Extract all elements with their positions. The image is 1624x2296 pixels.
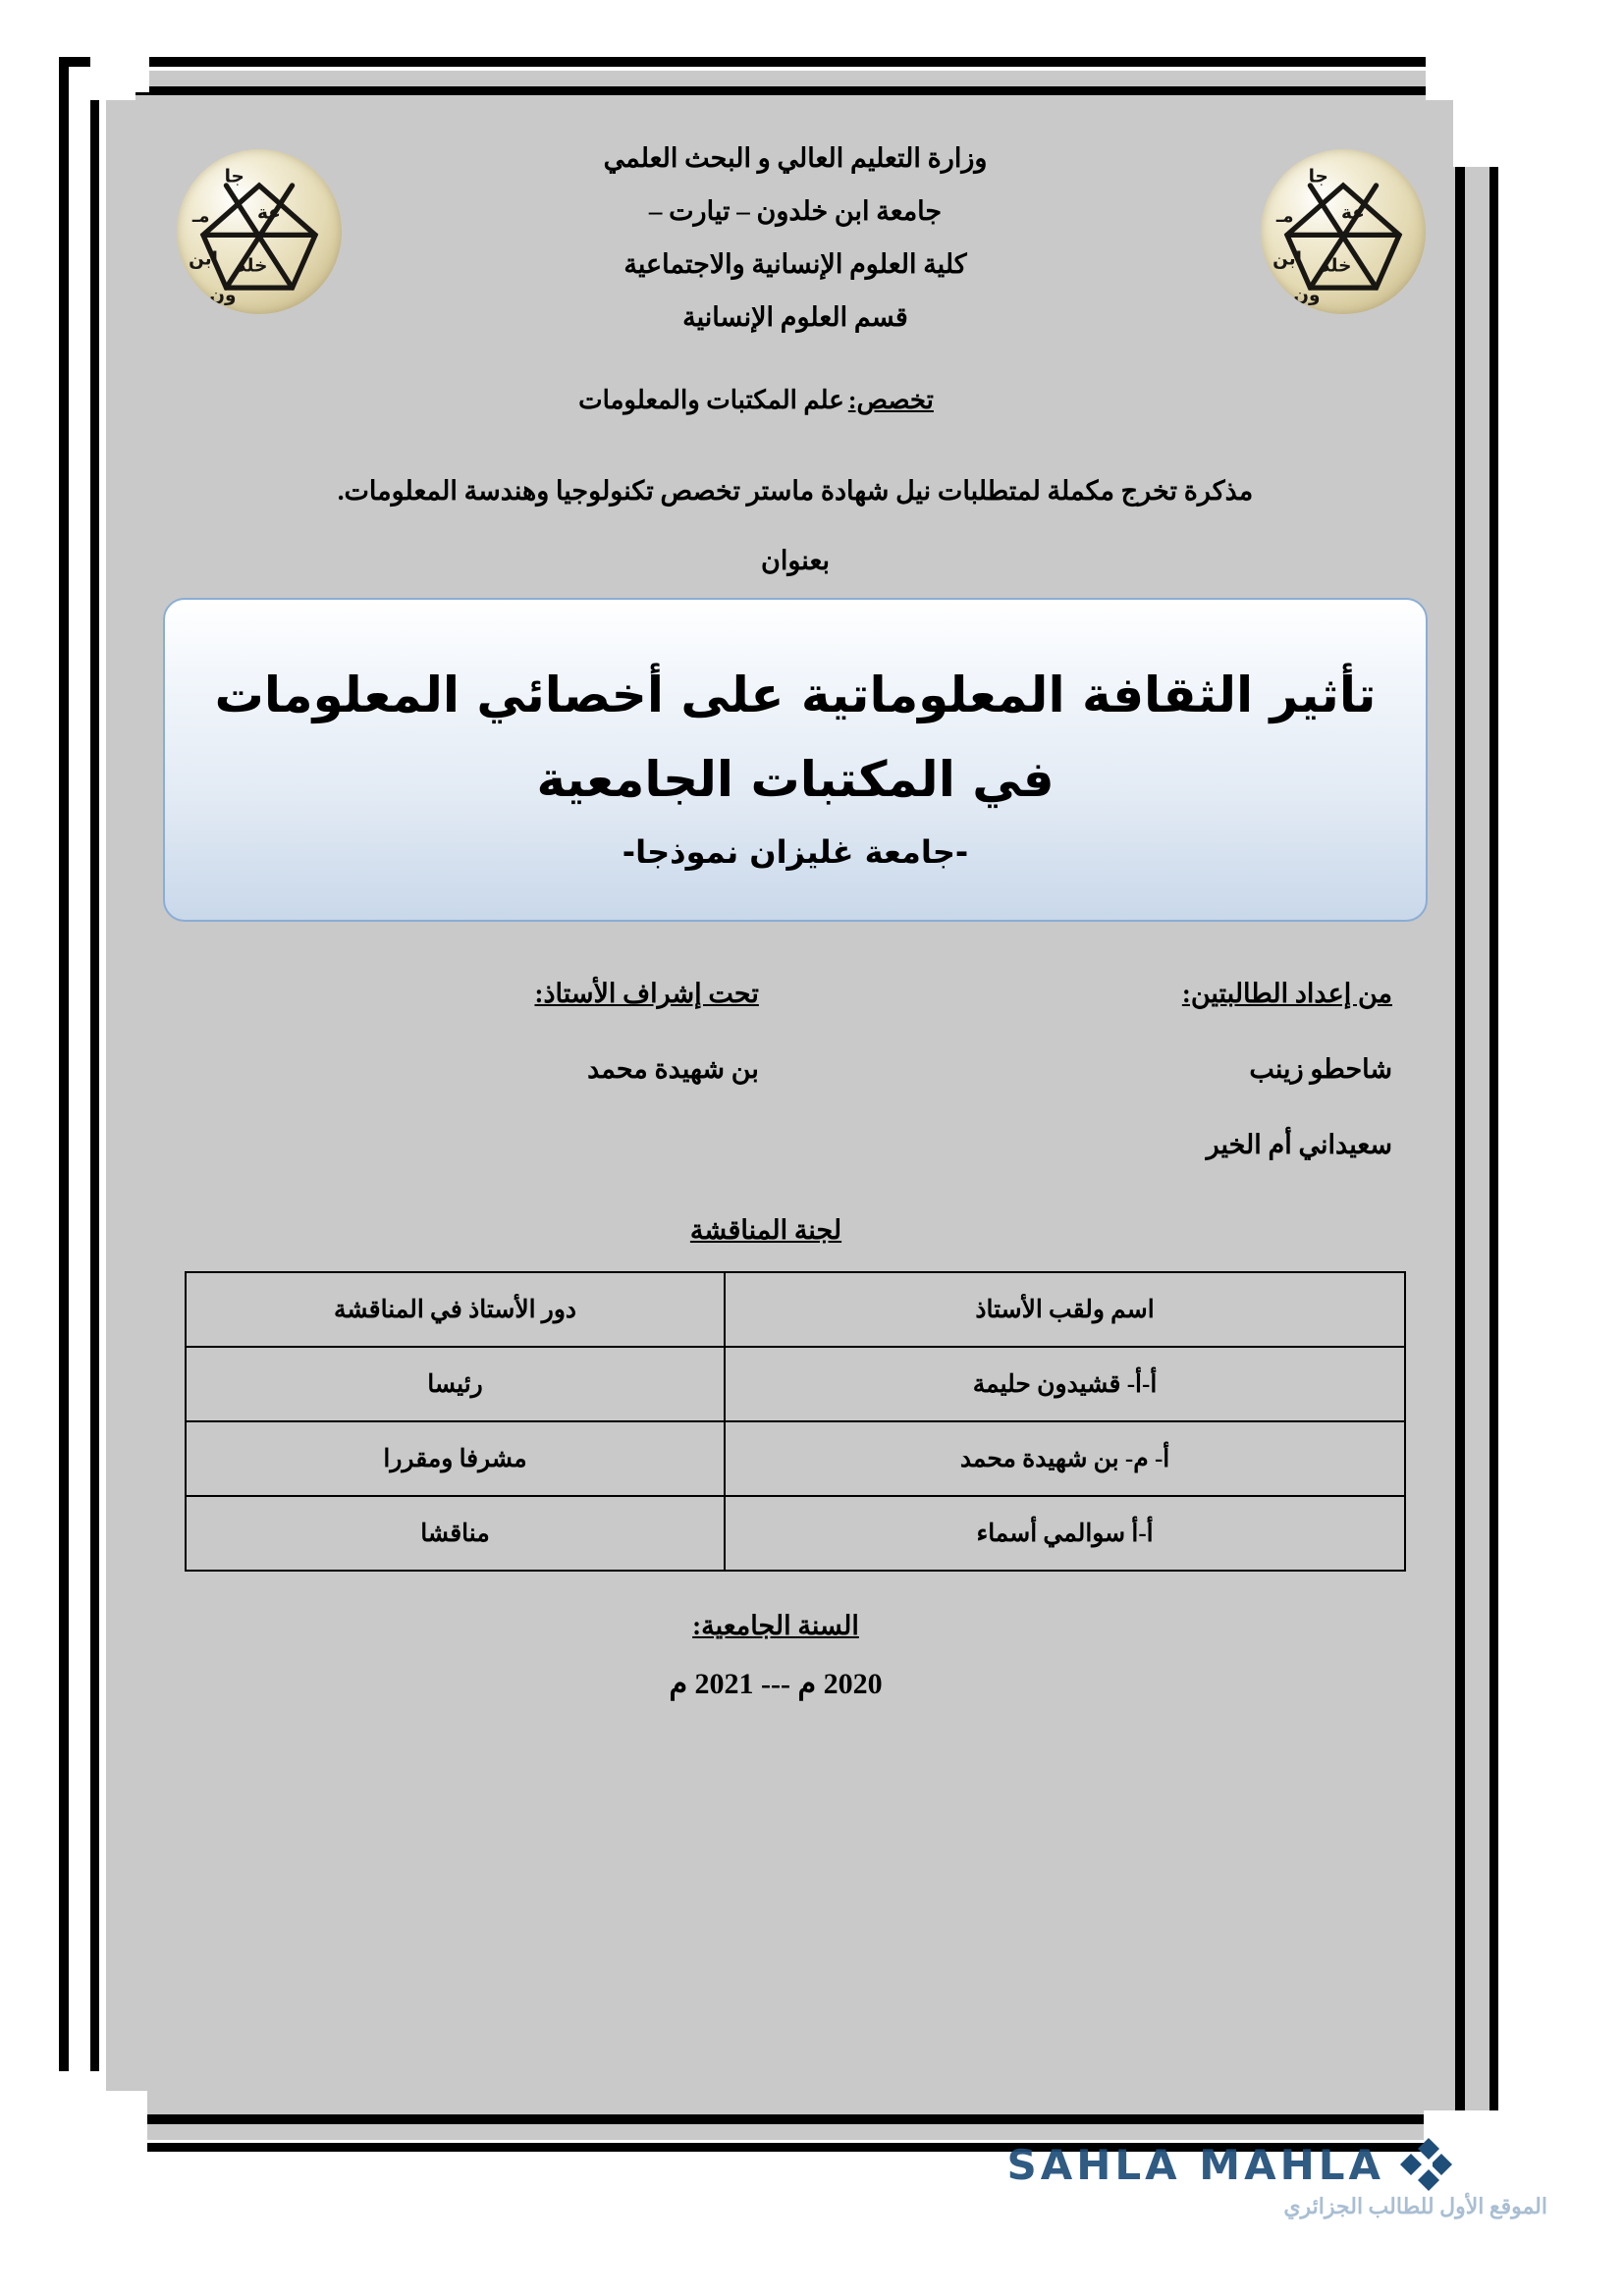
byword-label: بعنوان (761, 546, 830, 575)
jury-table (185, 1271, 1406, 1572)
header-line-ministry: وزارة التعليم العالي و البحث العلمي (603, 143, 988, 173)
jury-row-1-name: أ-أ- قشيدون حليمة (725, 1347, 1405, 1421)
authors-supervisor-section (147, 979, 1443, 1205)
watermark-brand: SAHLA MAHLA (1006, 2140, 1384, 2189)
specialization-label: تخصص: (847, 386, 934, 414)
academic-year-block (147, 1611, 1443, 1701)
jury-row-2-name: أ- م- بن شهيدة محمد (725, 1421, 1405, 1496)
jury-section-title (147, 1215, 1443, 1246)
degree-statement: مذكرة تخرج مكملة لمتطلبات نيل شهادة ماستر تخصص تكنولوجيا وهندسة المعلومات. (337, 476, 1254, 506)
table-row (186, 1421, 1405, 1496)
sahla-mahla-logo-icon (1400, 2136, 1457, 2193)
svg-text:عة: عة (1341, 202, 1365, 224)
svg-text:ابن: ابن (1272, 248, 1302, 270)
jury-column-header-name: اسم ولقب الأستاذ (725, 1272, 1405, 1347)
jury-column-header-role: دور الأستاذ في المناقشة (186, 1272, 725, 1347)
page-content (147, 118, 1443, 2091)
author-name-2: سعيداني أم الخير (1206, 1130, 1392, 1159)
page-header (147, 118, 1443, 368)
institution-header-text (147, 132, 1443, 344)
jury-row-1-role: رئيسا (186, 1347, 725, 1421)
jury-row-2-role: مشرفا ومقررا (186, 1421, 725, 1496)
specialization-row (147, 386, 1443, 415)
specialization-value: علم المكتبات والمعلومات (578, 386, 844, 414)
header-line-university: جامعة ابن خلدون – تيارت – (648, 196, 943, 226)
thesis-title: تأثير الثقافة المعلوماتية على أخصائي المعلومات في المكتبات الجامعية (214, 667, 1377, 808)
jury-row-3-role: مناقشا (186, 1496, 725, 1571)
authors-column (838, 979, 1410, 1205)
jury-row-3-name: أ-أ سوالمي أسماء (725, 1496, 1405, 1571)
svg-text:مـ: مـ (1275, 205, 1294, 227)
frame-edge-mask-right-top (1457, 84, 1502, 124)
frame-gap-mask-top (130, 49, 149, 92)
header-line-department: قسم العلوم الإنسانية (682, 302, 908, 332)
frame-corner-mask-bottom-left-2 (49, 2091, 147, 2160)
author-name-1: شاحطو زينب (1249, 1054, 1392, 1084)
svg-text:خلد: خلد (1320, 255, 1352, 277)
table-row (186, 1496, 1405, 1571)
svg-text:جا: جا (1308, 166, 1328, 187)
svg-text:خلد: خلد (236, 255, 268, 277)
academic-year-value: 2020 م --- 2021 م (669, 1668, 883, 1700)
svg-text:جا: جا (224, 166, 244, 187)
watermark (1006, 2136, 1457, 2193)
academic-year-label: السنة الجامعية: (692, 1611, 859, 1640)
svg-text:مـ: مـ (191, 205, 210, 227)
authors-heading: من إعداد الطالبتين: (1181, 979, 1392, 1008)
jury-title-text: لجنة المناقشة (689, 1215, 842, 1245)
header-line-faculty: كلية العلوم الإنسانية والاجتماعية (623, 249, 967, 279)
svg-text:ون: ون (1293, 285, 1321, 306)
supervisor-column (204, 979, 818, 1205)
supervisor-heading: تحت إشراف الأستاذ: (534, 979, 759, 1008)
watermark-tagline: الموقع الأول للطالب الجزائري (1283, 2194, 1547, 2218)
svg-text:ون: ون (209, 285, 237, 306)
svg-text:عة: عة (257, 202, 281, 224)
thesis-subtitle: -جامعة غليزان نموذجا- (622, 833, 969, 871)
table-row (186, 1347, 1405, 1421)
thesis-title-box (163, 598, 1428, 922)
svg-text:ابن: ابن (189, 248, 218, 270)
supervisor-name-1: بن شهيدة محمد (587, 1054, 759, 1084)
table-header-row (186, 1272, 1405, 1347)
